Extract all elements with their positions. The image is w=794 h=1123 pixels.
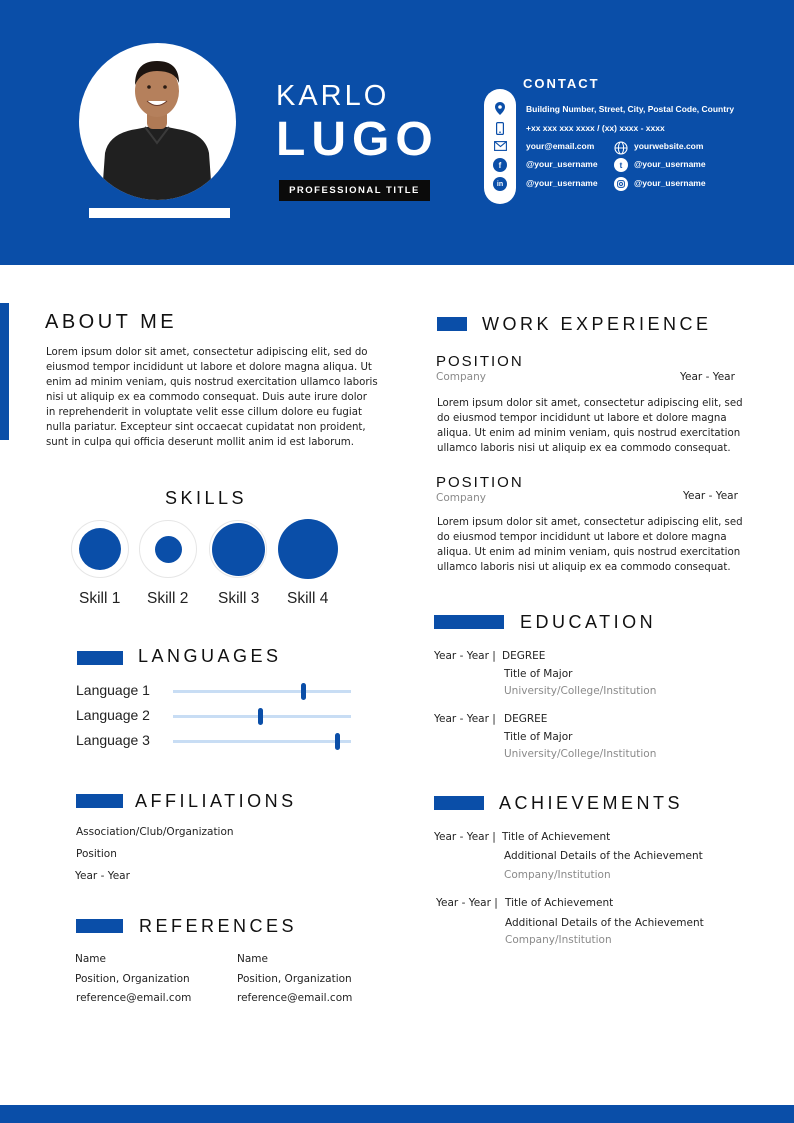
contact-facebook[interactable]: @your_username: [526, 159, 598, 169]
achievements-accent: [434, 796, 484, 810]
reference-position: Position, Organization: [237, 973, 352, 985]
education-years: Year - Year |: [434, 713, 496, 725]
person-illustration: [79, 43, 236, 200]
language-track: [173, 740, 351, 743]
job-position: POSITION: [436, 474, 524, 491]
achievement-details: Additional Details of the Achievement: [504, 850, 703, 862]
reference-name: Name: [237, 953, 268, 965]
about-line: Lorem ipsum dolor sit amet, consectetur adipiscing elit, sed do: [46, 347, 368, 358]
skill-dot: [278, 519, 338, 579]
education-institution: University/College/Institution: [504, 685, 657, 697]
mail-icon: [493, 139, 507, 153]
affiliation-years: Year - Year: [75, 870, 130, 882]
skill-label: Skill 4: [287, 590, 329, 607]
work-experience-accent: [437, 317, 467, 331]
language-level-marker: [258, 708, 263, 725]
references-heading: REFERENCES: [139, 916, 298, 936]
affiliation-organization: Association/Club/Organization: [76, 826, 234, 838]
language-level-marker: [301, 683, 306, 700]
linkedin-icon: in: [493, 177, 507, 191]
about-line: eiusmod tempor incididunt ut labore et dolore magna aliqua. Ut: [46, 362, 372, 373]
language-label: Language 2: [76, 707, 150, 723]
about-line: nulla pariatur. Excepteur sint occaecat cupidatat non proident,: [46, 422, 366, 433]
job-description: [437, 396, 757, 456]
reference-email[interactable]: reference@email.com: [76, 992, 192, 1004]
education-degree: DEGREE: [504, 713, 548, 725]
education-accent: [434, 615, 504, 629]
contact-icon-strip: [484, 89, 516, 204]
contact-email[interactable]: your@email.com: [526, 141, 595, 151]
contact-twitter[interactable]: @your_username: [634, 159, 706, 169]
left-accent-bar: [0, 303, 9, 440]
contact-address: Building Number, Street, City, Postal Code, Country: [526, 104, 735, 114]
first-name: KARLO: [276, 80, 390, 112]
photo-base-bar: [89, 208, 230, 218]
twitter-icon: t: [614, 158, 628, 172]
skill-label: Skill 2: [147, 590, 189, 607]
languages-heading: LANGUAGES: [138, 646, 282, 666]
globe-icon: [614, 140, 628, 154]
job-description-line: aliqua. Ut enim ad minim veniam, quis nostrud exercitation: [437, 428, 741, 439]
affiliations-accent: [76, 794, 123, 808]
job-description-line: ullamco laboris nisi ut aliquip ex ea commodo consequat.: [437, 443, 731, 454]
job-company: Company: [436, 371, 486, 383]
job-years: Year - Year: [683, 490, 738, 502]
achievement-company: Company/Institution: [505, 934, 612, 946]
job-description: [437, 515, 757, 575]
facebook-icon: f: [493, 158, 507, 172]
education-heading: EDUCATION: [520, 612, 657, 632]
achievement-company: Company/Institution: [504, 869, 611, 881]
work-experience-heading: WORK EXPERIENCE: [482, 314, 712, 334]
job-position: POSITION: [436, 353, 524, 370]
about-line: sunt in culpa qui officia deserunt mollit anim id est laborum.: [46, 437, 354, 448]
contact-linkedin[interactable]: @your_username: [526, 178, 598, 188]
achievement-title: Title of Achievement: [502, 831, 611, 843]
achievements-heading: ACHIEVEMENTS: [499, 793, 684, 813]
achievement-details: Additional Details of the Achievement: [505, 917, 704, 929]
education-major: Title of Major: [504, 668, 573, 680]
reference-name: Name: [75, 953, 106, 965]
job-description-line: aliqua. Ut enim ad minim veniam, quis nostrud exercitation: [437, 547, 741, 558]
skill-label: Skill 1: [79, 590, 121, 607]
language-label: Language 3: [76, 732, 150, 748]
job-company: Company: [436, 492, 486, 504]
languages-accent: [77, 651, 123, 665]
achievement-years: Year - Year |: [434, 831, 496, 843]
education-major: Title of Major: [504, 731, 573, 743]
skill-dot: [79, 528, 121, 570]
footer-bar: [0, 1105, 794, 1123]
affiliation-position: Position: [76, 848, 117, 860]
instagram-icon: [614, 177, 628, 191]
language-track: [173, 690, 351, 693]
education-degree: DEGREE: [502, 650, 546, 662]
language-level-marker: [335, 733, 340, 750]
language-label: Language 1: [76, 682, 150, 698]
reference-email[interactable]: reference@email.com: [237, 992, 353, 1004]
job-years: Year - Year: [680, 371, 735, 383]
education-institution: University/College/Institution: [504, 748, 657, 760]
affiliations-heading: AFFILIATIONS: [135, 791, 297, 811]
location-pin-icon: [493, 101, 507, 115]
contact-website[interactable]: yourwebsite.com: [634, 141, 704, 151]
job-description-line: do eiusmod tempor incididunt ut labore et dolore magna: [437, 532, 727, 543]
references-accent: [76, 919, 123, 933]
contact-instagram[interactable]: @your_username: [634, 178, 706, 188]
about-line: enim ad minim veniam, quis nostrud exercitation ullamco laboris: [46, 377, 378, 388]
job-description-line: Lorem ipsum dolor sit amet, consectetur adipiscing elit, sed: [437, 517, 743, 528]
skills-heading: SKILLS: [165, 488, 248, 508]
skill-dot: [212, 523, 265, 576]
about-heading: ABOUT ME: [45, 311, 178, 333]
about-line: nisi ut aliquip ex ea commodo consequat. Duis aute irure dolor: [46, 392, 367, 403]
skill-dot: [155, 536, 182, 563]
contact-heading: CONTACT: [523, 76, 600, 91]
achievement-years: Year - Year |: [436, 897, 498, 909]
job-description-line: ullamco laboris nisi ut aliquip ex ea commodo consequat.: [437, 562, 731, 573]
professional-title: PROFESSIONAL TITLE: [279, 180, 430, 201]
phone-icon: [493, 121, 507, 135]
achievement-title: Title of Achievement: [505, 897, 614, 909]
about-line: in reprehenderit in voluptate velit esse cillum dolore eu fugiat: [46, 407, 362, 418]
job-description-line: Lorem ipsum dolor sit amet, consectetur adipiscing elit, sed: [437, 398, 743, 409]
profile-photo: [79, 43, 236, 200]
reference-position: Position, Organization: [75, 973, 190, 985]
about-text: [46, 345, 391, 450]
last-name: LUGO: [276, 113, 439, 166]
contact-phone: +xx xxx xxx xxxx / (xx) xxxx - xxxx: [526, 123, 665, 133]
education-years: Year - Year |: [434, 650, 496, 662]
job-description-line: do eiusmod tempor incididunt ut labore et dolore magna: [437, 413, 727, 424]
skill-label: Skill 3: [218, 590, 260, 607]
